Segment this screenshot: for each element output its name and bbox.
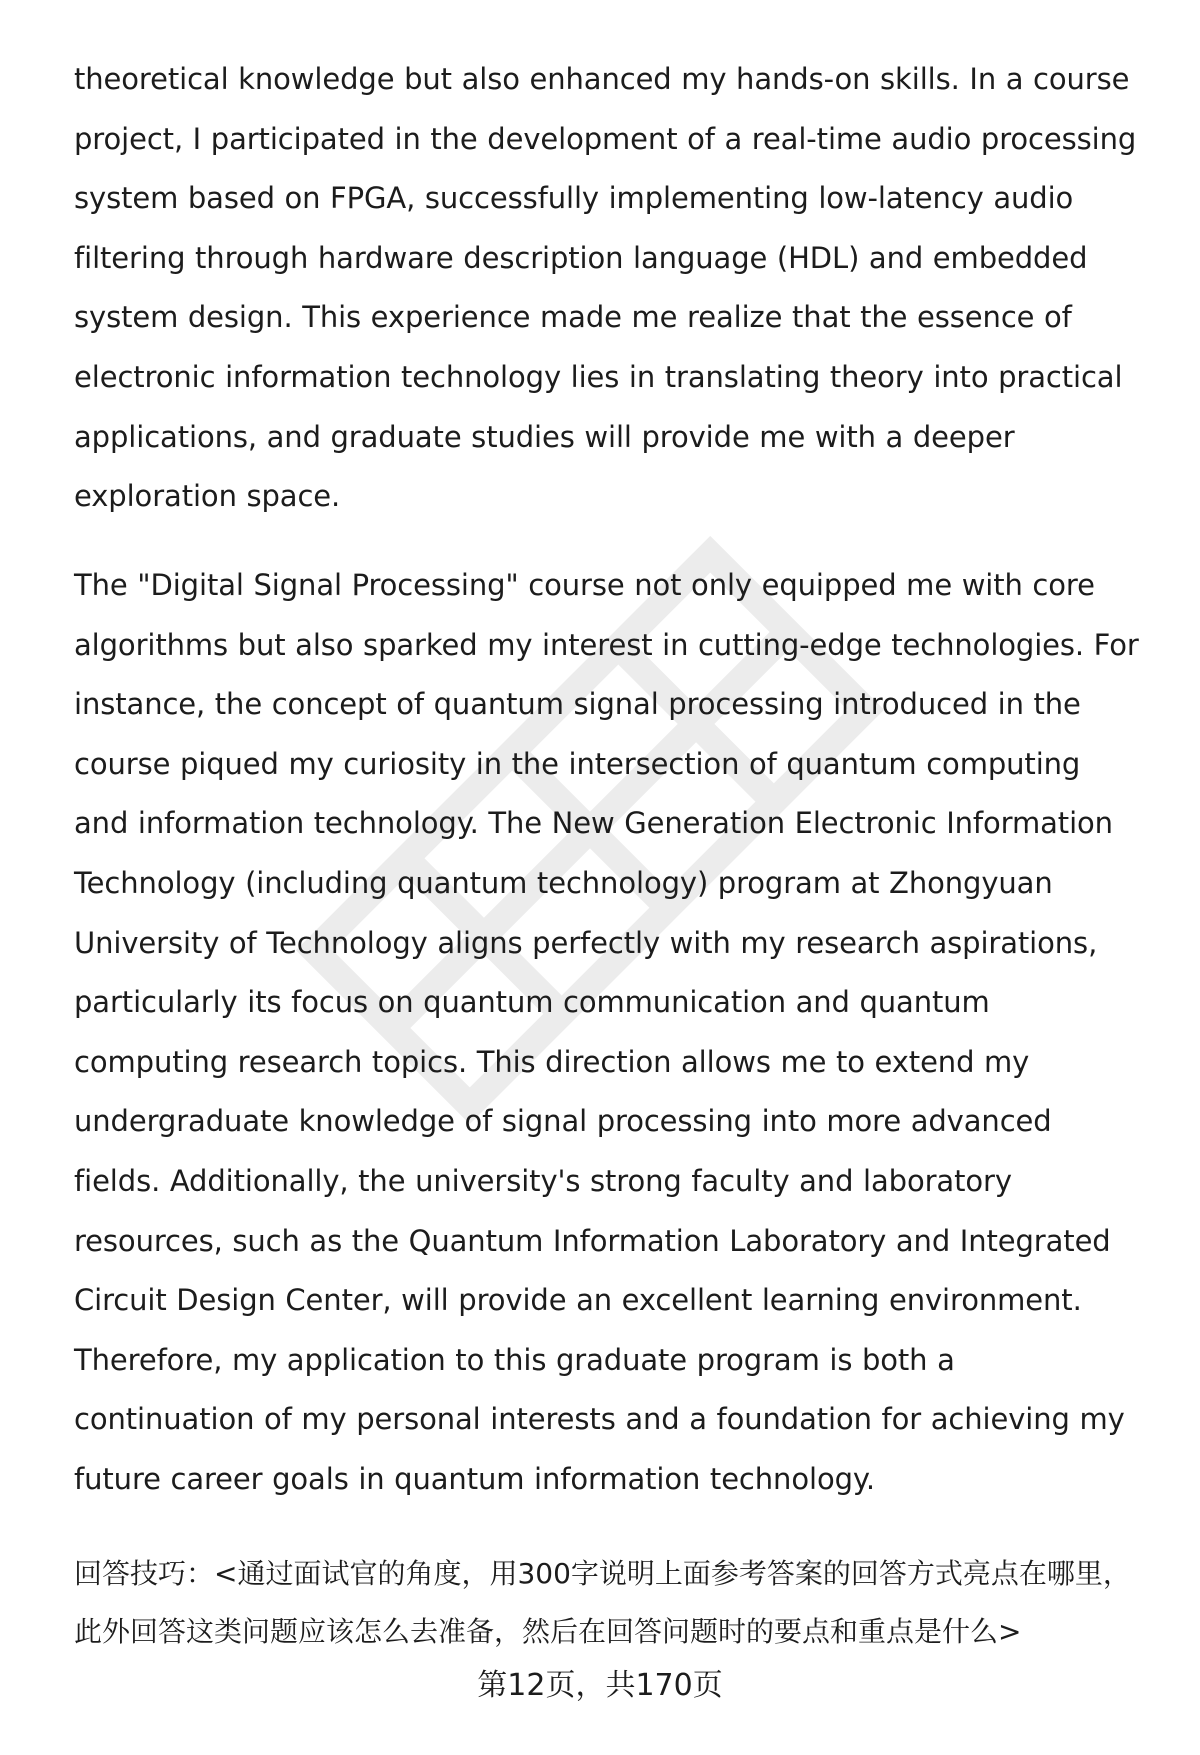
page-footer: 第12页，共170页 bbox=[477, 1668, 723, 1703]
body-paragraph-1: theoretical knowledge but also enhanced my hands-on skills. In a course project, I participated in the development of a real-time audio processing system based on FPGA, successfully implementing low-latency audio filtering through hardware description language (HDL) and embedded system design. This experience made me realize that the essence of electronic information technology lies in translating theory into practical applications, and graduate studies will provide me with a deeper exploration space. bbox=[74, 62, 1137, 514]
body-paragraph-2: The "Digital Signal Processing" course not only equipped me with core algorithms but also sparked my interest in cutting-edge technologies. For instance, the concept of quantum signal processing introduced in the course piqued my curiosity in the intersection of quantum computing and information technology. The New Generation Electronic Information Technology (including quantum technology) program at Zhongyuan University of Technology aligns perfectly with my research aspirations, particularly its focus on quantum communication and quantum computing research topics. This direction allows me to extend my undergraduate knowledge of signal processing into more advanced fields. Additionally, the university's strong faculty and laboratory resources, such as the Quantum Information Laboratory and Integrated Circuit Design Center, will provide an excellent learning environment. Therefore, my application to this graduate program is both a continuation of my personal interests and a foundation for achieving my future career goals in quantum information technology. bbox=[74, 568, 1139, 1496]
answer-tip: 回答技巧：<通过面试官的角度，用300字说明上面参考答案的回答方式亮点在哪里，此外回答这类问题应该怎么去准备，然后在回答问题时的要点和重点是什么> bbox=[74, 1557, 1131, 1648]
